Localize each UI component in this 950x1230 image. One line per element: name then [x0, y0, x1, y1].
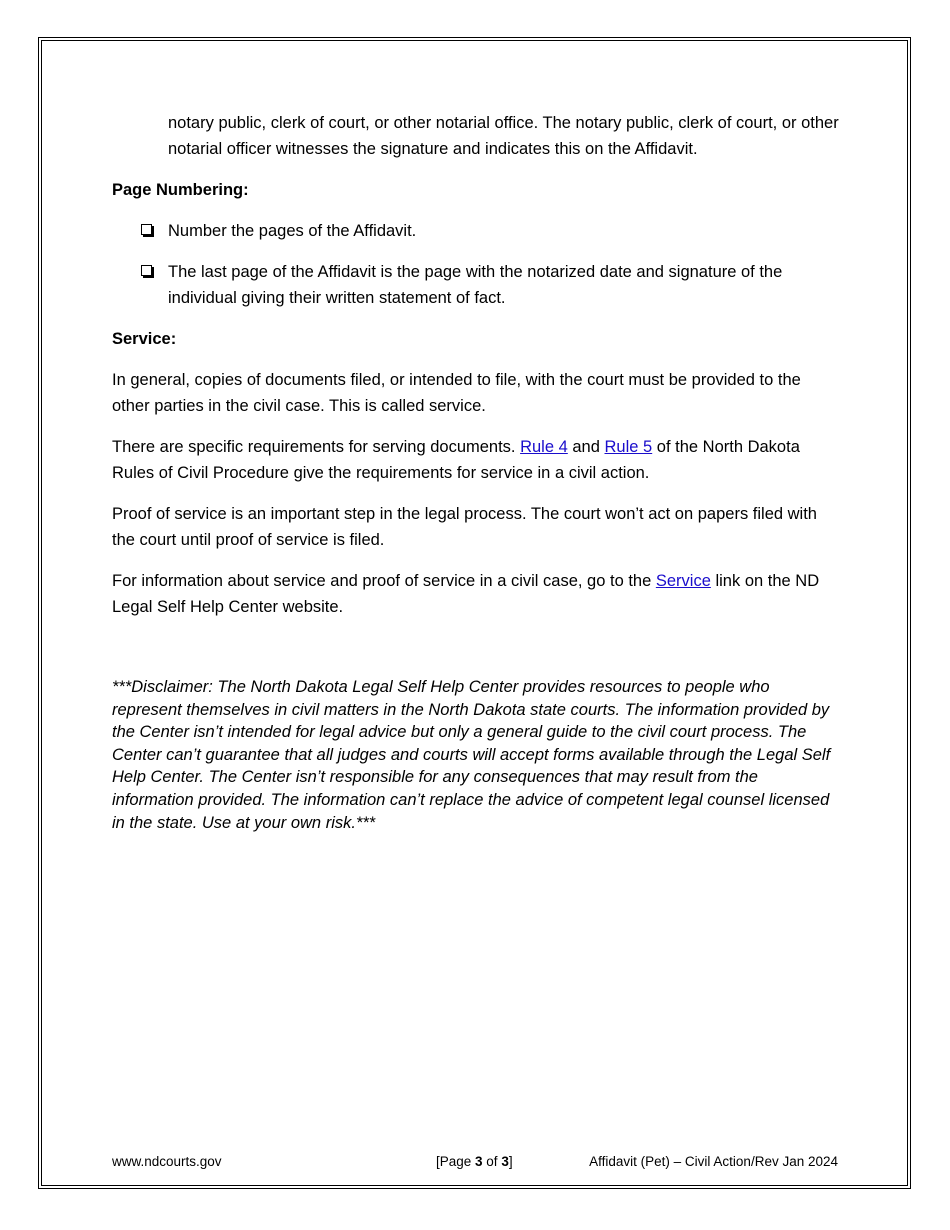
footer-page-of: of	[482, 1154, 502, 1169]
service-paragraph-4-text: For information about service and proof of service in a civil case, go to the	[112, 572, 656, 590]
disclaimer: ***Disclaimer: The North Dakota Legal Self Help Center provides resources to people who represent themselves in civil matters in the North Dakota state courts. The information provided by the Center isn’t intended for legal advice but only a general guide to the civil court process. The Center can’t guarantee that all judges and courts will accept forms available through the Legal Self Help Center. The Center isn’t responsible for any consequences that may result from the information provided. The information can’t replace the advice of competent legal counsel licensed in the state. Use at your own risk.***	[112, 678, 831, 832]
service-paragraph-2-text: of the North Dakota Rules of Civil Procedure give the requirements for service in a civil action.	[112, 438, 800, 482]
footer-page-total: 3	[501, 1154, 509, 1169]
footer-page-prefix: [Page	[436, 1154, 476, 1169]
service-paragraph-3: Proof of service is an important step in the legal process. The court won’t act on papers filed with the court until proof of service is filed.	[112, 505, 817, 549]
checkbox-icon	[141, 265, 152, 276]
service-paragraph-4-text: link on the ND Legal Self Help Center website.	[112, 572, 820, 616]
document-body	[112, 110, 842, 851]
service-paragraph-4	[112, 568, 842, 620]
page-numbering-heading: Page Numbering:	[112, 181, 249, 199]
checklist-item-text: The last page of the Affidavit is the page with the notarized date and signature of the individual giving their written statement of fact.	[168, 263, 783, 307]
footer-doc-title: Affidavit (Pet) – Civil Action/Rev Jan 2024	[589, 1154, 838, 1169]
footer-page-suffix: ]	[508, 1154, 513, 1169]
rule-5-link[interactable]: Rule 5	[604, 438, 653, 456]
footer-page-number	[436, 1154, 513, 1169]
service-paragraph-2	[112, 434, 842, 486]
service-link[interactable]: Service	[655, 572, 711, 590]
page-numbering-checklist	[112, 218, 842, 311]
service-paragraph-1: In general, copies of documents filed, or intended to file, with the court must be provided to the other parties in the civil case. This is called service.	[112, 371, 801, 415]
service-paragraph-2-text: There are specific requirements for serving documents.	[112, 438, 521, 456]
checklist-item	[112, 259, 842, 311]
continuation-paragraph: notary public, clerk of court, or other notarial office. The notary public, clerk of court, or other notarial officer witnesses the signature and indicates this on the Affidavit.	[168, 114, 839, 158]
checkbox-icon	[141, 224, 152, 235]
checklist-item	[112, 218, 842, 244]
page-footer	[112, 1154, 842, 1174]
service-heading: Service:	[112, 330, 177, 348]
rule-4-link[interactable]: Rule 4	[520, 438, 568, 456]
checklist-item-text: Number the pages of the Affidavit.	[168, 222, 417, 240]
service-paragraph-2-text: and	[567, 438, 605, 456]
footer-website: www.ndcourts.gov	[112, 1154, 222, 1169]
footer-page-current: 3	[475, 1154, 483, 1169]
